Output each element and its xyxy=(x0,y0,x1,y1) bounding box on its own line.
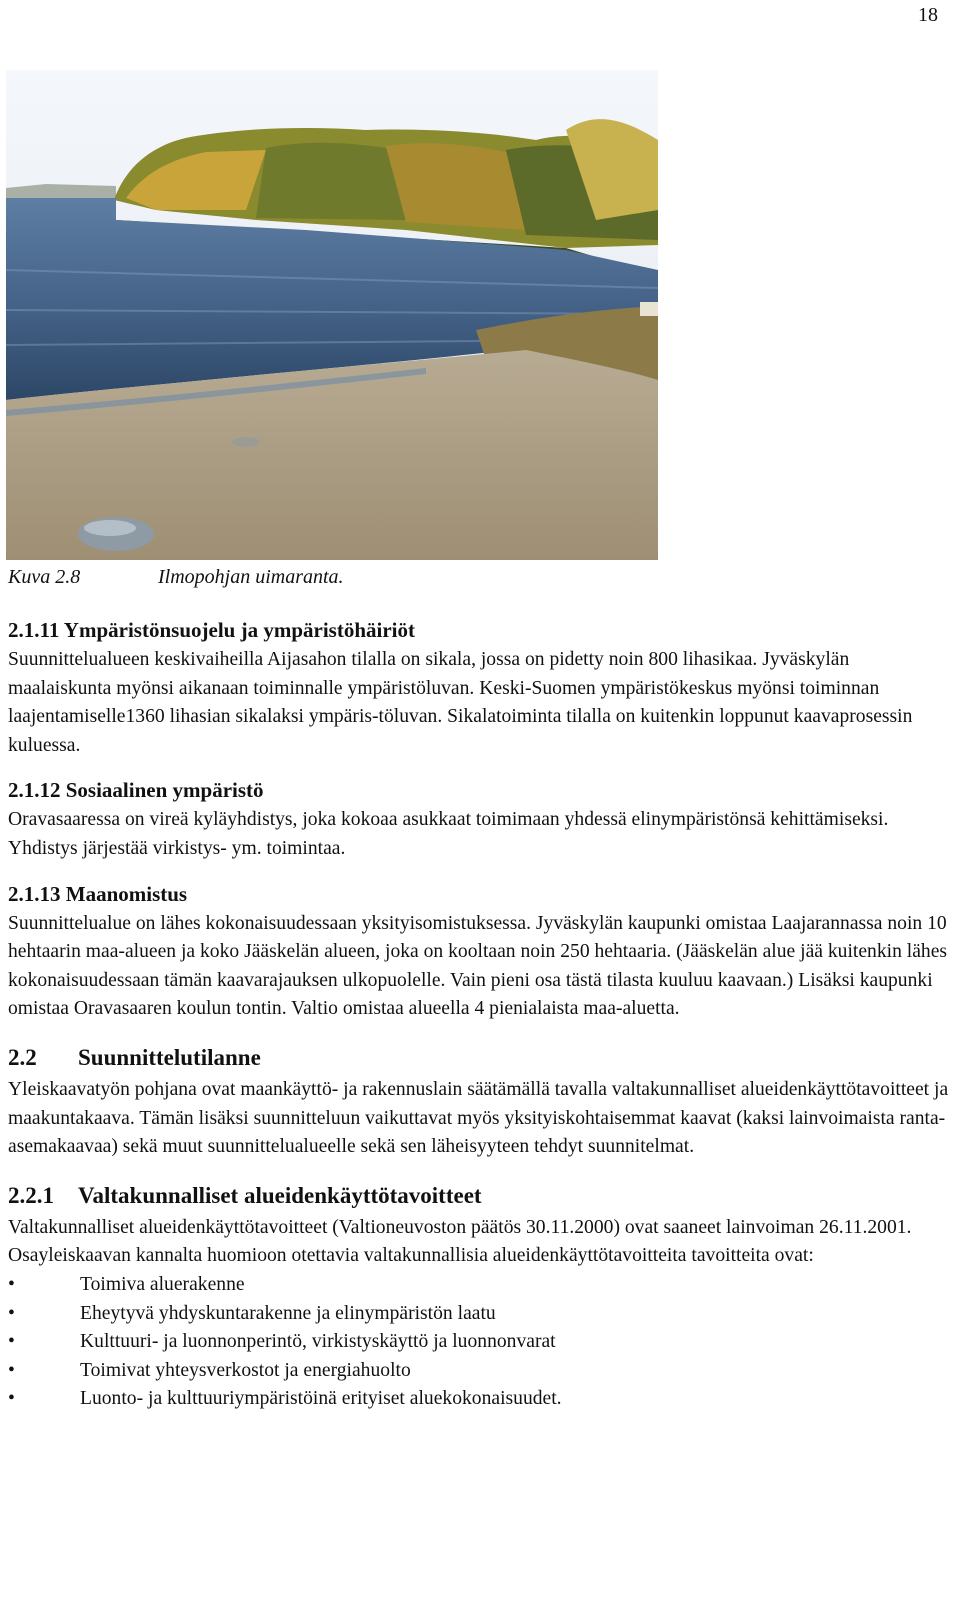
list-item-text: Eheytyvä yhdyskuntarakenne ja elinympäristön laatu xyxy=(80,1302,496,1324)
bullet-icon: • xyxy=(8,1359,15,1381)
bullet-icon: • xyxy=(8,1331,15,1353)
list-item xyxy=(8,1300,952,1329)
paragraph-2-1-11: Suunnittelualueen keskivaiheilla Aijasahon tilalla on sikala, jossa on pidetty noin 800 lihasikaa. Jyväskylän maalaiskunta myönsi aikanaan toiminnalle ympäristöluvan. Keski-Suomen ympäristökeskus myönsi toiminnan laajentamiselle1360 lihasian sikalaksi ympäris-töluvan. Sikalatoiminta tilalla on kuitenkin loppunut kaavaprosessin kuluessa. xyxy=(8,649,913,756)
list-item-text: Toimivat yhteysverkostot ja energiahuolto xyxy=(80,1359,411,1381)
paragraph-2-1-12: Oravasaaressa on vireä kyläyhdistys, joka kokoaa asukkaat toimimaan yhdessä elinympäristönsä kehittämiseksi. Yhdistys järjestää virkistys- ym. toimintaa. xyxy=(8,809,889,859)
section-title: Valtakunnalliset alueidenkäyttötavoitteet xyxy=(78,1182,482,1208)
section-number: 2.2 xyxy=(8,1044,37,1070)
figure-caption xyxy=(8,566,344,589)
goals-list xyxy=(8,1271,952,1414)
paragraph-2-2-1: Valtakunnalliset alueidenkäyttötavoitteet (Valtioneuvoston päätös 30.11.2000) ovat saaneet lainvoiman 26.11.2001. Osayleiskaavan kannalta huomioon otettavia valtakunnallisia alueidenkäyttötavoitteita tavoitteita ovat: xyxy=(8,1216,912,1267)
bullet-icon: • xyxy=(8,1273,15,1295)
paragraph-2-2: Yleiskaavatyön pohjana ovat maankäyttö- ja rakennuslain säätämällä tavalla valtakunnalliset alueidenkäyttötavoitteet ja maakuntakaava. Tämän lisäksi suunnitteluun vaikuttavat myös yksityiskohtaisemmat kaavat (kaksi lainvoimaista ranta-asemakaavaa) sekä muut suunnittelualueelle sekä sen läheisyyteen tehdyt suunnitelmat. xyxy=(8,1078,949,1158)
bullet-icon: • xyxy=(8,1302,15,1324)
heading-2-1-13: 2.1.13 Maanomistus xyxy=(8,881,188,906)
page-number: 18 xyxy=(918,4,938,26)
heading-2-2 xyxy=(8,1040,952,1076)
list-item-text: Toimiva aluerakenne xyxy=(80,1273,245,1295)
section-number: 2.2.1 xyxy=(8,1182,54,1208)
list-item-text: Kulttuuri- ja luonnonperintö, virkistyskäyttö ja luonnonvarat xyxy=(80,1331,556,1353)
bullet-icon: • xyxy=(8,1388,15,1410)
caption-text: Ilmopohjan uimaranta. xyxy=(158,566,344,588)
document-body xyxy=(8,600,952,1414)
heading-2-2-1 xyxy=(8,1178,952,1214)
section-title: Suunnittelutilanne xyxy=(78,1044,261,1070)
paragraph-2-1-13: Suunnittelualue on lähes kokonaisuudessaan yksityisomistuksessa. Jyväskylän kaupunki omistaa Laajarannassa noin 10 hehtaarin maa-alueen ja koko Jääskelän alueen, joka on kooltaan noin 250 hehtaaria. (Jääskelän alue jää kuitenkin lähes kokonaisuudessaan tämän kaavarajauksen ulkopuolelle. Vain pieni osa tästä tilasta kuuluu kaavaan.) Lisäksi kaupunki omistaa Oravasaaren koulun tontin. Valtio omistaa alueella 4 pienialaista maa-aluetta. xyxy=(8,912,948,1020)
list-item xyxy=(8,1357,952,1386)
heading-2-1-11: 2.1.11 Ympäristönsuojelu ja ympäristöhäiriöt xyxy=(8,618,415,642)
heading-2-1-12: 2.1.12 Sosiaalinen ympäristö xyxy=(8,778,264,803)
list-item xyxy=(8,1271,952,1300)
list-item xyxy=(8,1328,952,1357)
list-item xyxy=(8,1385,952,1414)
beach-photo xyxy=(6,70,658,560)
caption-label: Kuva 2.8 xyxy=(8,566,81,588)
list-item-text: Luonto- ja kulttuuriympäristöinä erityiset aluekokonaisuudet. xyxy=(80,1388,562,1410)
